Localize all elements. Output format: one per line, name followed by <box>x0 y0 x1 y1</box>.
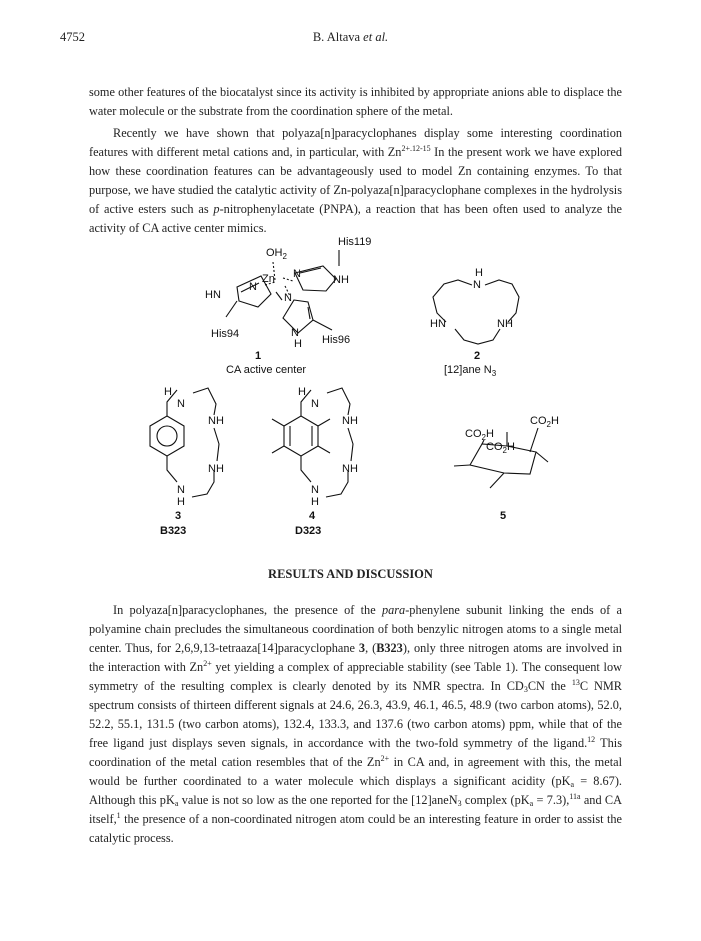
c2-h: H <box>475 267 483 279</box>
c2-nh: NH <box>497 318 513 330</box>
c4-nh-2: NH <box>342 463 358 475</box>
c1-n-his119: N <box>293 268 301 280</box>
c3-h-top: H <box>164 386 172 398</box>
page-number: 4752 <box>60 30 85 44</box>
c2-n: N <box>473 279 481 291</box>
compound-3-code: B323 <box>160 525 187 537</box>
c4-h-top: H <box>298 386 306 398</box>
c1-zn: Zn <box>262 273 275 285</box>
paragraph-2: Recently we have shown that polyaza[n]paracyclophanes display some interesting coordination features with different metal cations and, in particular, with $Zn^{2+.12-15}$ In the present work we have explored how these coordination features can be advantageously used to model Zn containing enzymes. To that purpose, we have studied the catalytic activity of Zn-polyaza[n]paracyclophane complexes in the hydrolysis of active esters such as p-nitrophenylacetate (PNPA), a reaction that has been often used to analyze the activity of CA active center mimics. <box>89 126 623 235</box>
c4-h-bottom: H <box>311 496 319 508</box>
c1-nh-his119: NH <box>333 274 349 286</box>
his96-label: His96 <box>322 334 351 346</box>
c3-nh-1: NH <box>208 415 224 427</box>
c5-acid-middle: $CO_2H$ <box>486 441 515 455</box>
his119-label: His119 <box>338 236 372 248</box>
section-heading: RESULTS AND DISCUSSION <box>268 567 433 581</box>
c1-hn-his94: HN <box>205 289 221 301</box>
c5-acid-right: $CO_2H$ <box>530 415 559 429</box>
c3-n-top: N <box>177 398 185 410</box>
c4-n-bottom: N <box>311 484 319 496</box>
c1-n-his96b: N <box>291 327 299 339</box>
compound-4-code: D323 <box>295 525 322 537</box>
c3-h-bottom: H <box>177 496 185 508</box>
compound-2-number: 2 <box>474 350 481 362</box>
c1-n-his94: N <box>249 281 257 293</box>
compound-2-caption: [12]ane $N_3$ <box>444 364 497 378</box>
c4-nh-1: NH <box>342 415 358 427</box>
compound-3-number: 3 <box>175 510 182 522</box>
c1-water: $OH_2$ <box>266 247 287 261</box>
c5-acid-left: $CO_2H$ <box>465 428 494 442</box>
compound-1-number: 1 <box>255 350 262 362</box>
compound-1-caption: CA active center <box>226 364 307 376</box>
c1-h-his96: H <box>294 338 302 350</box>
c3-n-bottom: N <box>177 484 185 496</box>
c4-n-top: N <box>311 398 319 410</box>
paragraph-1: some other features of the biocatalyst since its activity is inhibited by appropriate anions able to displace the water molecule or the substrate from the coordination sphere of the metal. <box>89 85 622 118</box>
his94-label: His94 <box>211 328 240 340</box>
c1-n-his96: N <box>284 292 292 304</box>
running-head-author: B. Altava <box>312 30 361 44</box>
c3-nh-2: NH <box>208 463 224 475</box>
compound-5-number: 5 <box>500 510 507 522</box>
compound-4-number: 4 <box>309 510 316 522</box>
paragraph-3: In polyaza[n]paracyclophanes, the presence of the para-phenylene subunit linking the ends of a polyamine chain precludes the simultaneous coordination of both benzylic nitrogen atoms to a single metal center. Thus, for 2,6,9,13-tetraaza[14]paracyclophane 3, (B323), only three nitrogen atoms are involved in the interaction with $Zn^{2+}$ yet yielding a complex of appreciable stability (see Table 1). The consequent low symmetry of the resulting complex is clearly denoted by its NMR spectra. In $CD_3CN$ the $^{13}$C NMR spectrum consists of thirteen different signals at 24.6, 26.3, 43.9, 46.1, 46.5, 48.9 (two carbon atoms), 52.0, 52.2, 55.1, 131.5 (two carbon atoms), 132.4, 133.3, and 137.6 (two carbon atoms) ppm, while that of the free ligand just displays seven signals, in accordance with the two-fold symmetry of the ligand.$^{12}$ This coordination of the metal cation resembles that of the $Zn^{2+}$ in CA and, in agreement with this, the metal would be further coordinated to a water molecule which displays a significant acidity $(pK_a = 8.67)$. Although this $pK_a$ value is not so low as the one reported for the [12]aneN$_3$ complex $(pK_a = 7.3),^{11a}$ and CA itself,$^1$ the presence of a non-coordinated nitrogen atom could be an interesting feature in order to assist the catalytic process. <box>89 603 623 845</box>
running-head-etal: et al. <box>363 30 389 44</box>
c2-hn: HN <box>430 318 446 330</box>
